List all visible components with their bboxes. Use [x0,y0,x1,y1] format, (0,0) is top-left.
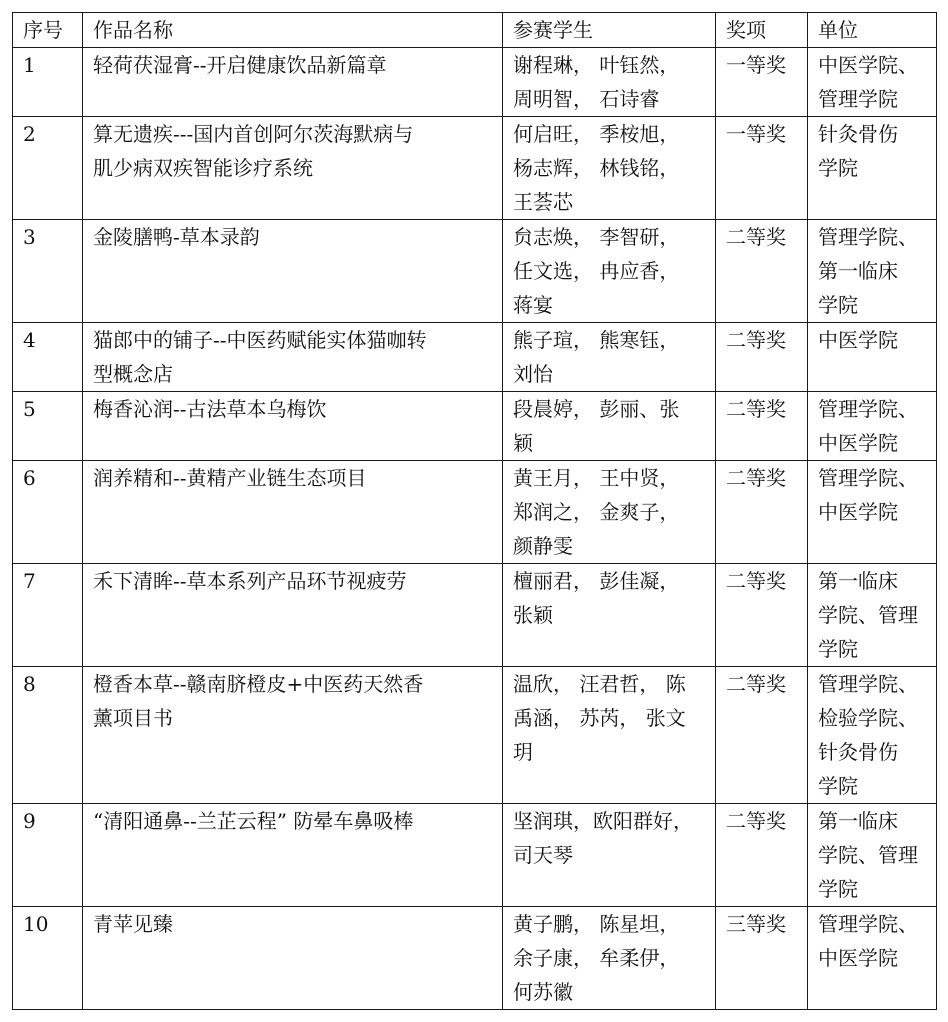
entry-award: 二等奖 [716,220,808,323]
table-row [13,392,937,461]
entry-award: 一等奖 [716,48,808,117]
table-row [13,461,937,564]
entry-unit: 第一临床 学院、管理 学院 [808,804,937,907]
entry-title: 金陵膳鸭-草本录韵 [83,220,503,323]
entry-students: 段晨婷， 彭丽、张 颖 [503,392,716,461]
entry-title: 橙香本草--赣南脐橙皮+中医药天然香 薰项目书 [83,667,503,804]
header-award: 奖项 [716,13,808,48]
table-row [13,117,937,220]
row-number: 2 [13,117,83,220]
table-row [13,907,937,1010]
row-number: 1 [13,48,83,117]
entry-unit: 管理学院、 第一临床 学院 [808,220,937,323]
entry-students: 熊子瑄， 熊寒钰， 刘怡 [503,323,716,392]
entry-title: 禾下清眸--草本系列产品环节视疲劳 [83,564,503,667]
entry-award: 二等奖 [716,392,808,461]
row-number: 10 [13,907,83,1010]
entry-students: 何启旺， 季桉旭， 杨志辉， 林钱铭， 王荟芯 [503,117,716,220]
entry-unit: 中医学院 [808,323,937,392]
row-number: 7 [13,564,83,667]
row-number: 8 [13,667,83,804]
entry-students: 檀丽君， 彭佳凝， 张颖 [503,564,716,667]
entry-award: 二等奖 [716,804,808,907]
entry-unit: 管理学院、 中医学院 [808,392,937,461]
header-row [13,13,937,48]
row-number: 6 [13,461,83,564]
entry-students: 温欣， 汪君哲， 陈 禹涵， 苏芮， 张文 玥 [503,667,716,804]
table-row [13,323,937,392]
entry-unit: 管理学院、 中医学院 [808,461,937,564]
table-row [13,48,937,117]
entry-title: 润养精和--黄精产业链生态项目 [83,461,503,564]
entry-unit: 管理学院、 检验学院、 针灸骨伤 学院 [808,667,937,804]
header-unit: 单位 [808,13,937,48]
entry-students: 坚润琪，欧阳群好， 司天琴 [503,804,716,907]
entry-award: 二等奖 [716,564,808,667]
header-students: 参赛学生 [503,13,716,48]
entry-award: 二等奖 [716,461,808,564]
entry-title: 轻荷茯湿膏--开启健康饮品新篇章 [83,48,503,117]
entry-unit: 第一临床 学院、管理 学院 [808,564,937,667]
table-row [13,220,937,323]
entry-unit: 管理学院、 中医学院 [808,907,937,1010]
entry-award: 二等奖 [716,323,808,392]
entry-unit: 中医学院、 管理学院 [808,48,937,117]
entry-students: 贠志焕， 李智研， 任文选， 冉应香， 蒋宴 [503,220,716,323]
table-row [13,564,937,667]
entry-title: 猫郎中的铺子--中医药赋能实体猫咖转 型概念店 [83,323,503,392]
entry-students: 黄子鹏， 陈星坦， 余子康， 牟柔伊， 何苏徽 [503,907,716,1010]
table-row [13,667,937,804]
header-no: 序号 [13,13,83,48]
entry-students: 谢程琳， 叶钰然， 周明智， 石诗睿 [503,48,716,117]
row-number: 3 [13,220,83,323]
header-title: 作品名称 [83,13,503,48]
entry-title: “清阳通鼻--兰芷云程” 防晕车鼻吸棒 [83,804,503,907]
award-table [12,12,937,1010]
entry-title: 青苹见臻 [83,907,503,1010]
entry-unit: 针灸骨伤 学院 [808,117,937,220]
entry-award: 二等奖 [716,667,808,804]
row-number: 5 [13,392,83,461]
entry-title: 算无遗疾---国内首创阿尔茨海默病与 肌少病双疾智能诊疗系统 [83,117,503,220]
row-number: 4 [13,323,83,392]
entry-title: 梅香沁润--古法草本乌梅饮 [83,392,503,461]
table-row [13,804,937,907]
entry-award: 一等奖 [716,117,808,220]
entry-award: 三等奖 [716,907,808,1010]
row-number: 9 [13,804,83,907]
entry-students: 黄王月， 王中贤， 郑润之， 金爽子， 颜静雯 [503,461,716,564]
